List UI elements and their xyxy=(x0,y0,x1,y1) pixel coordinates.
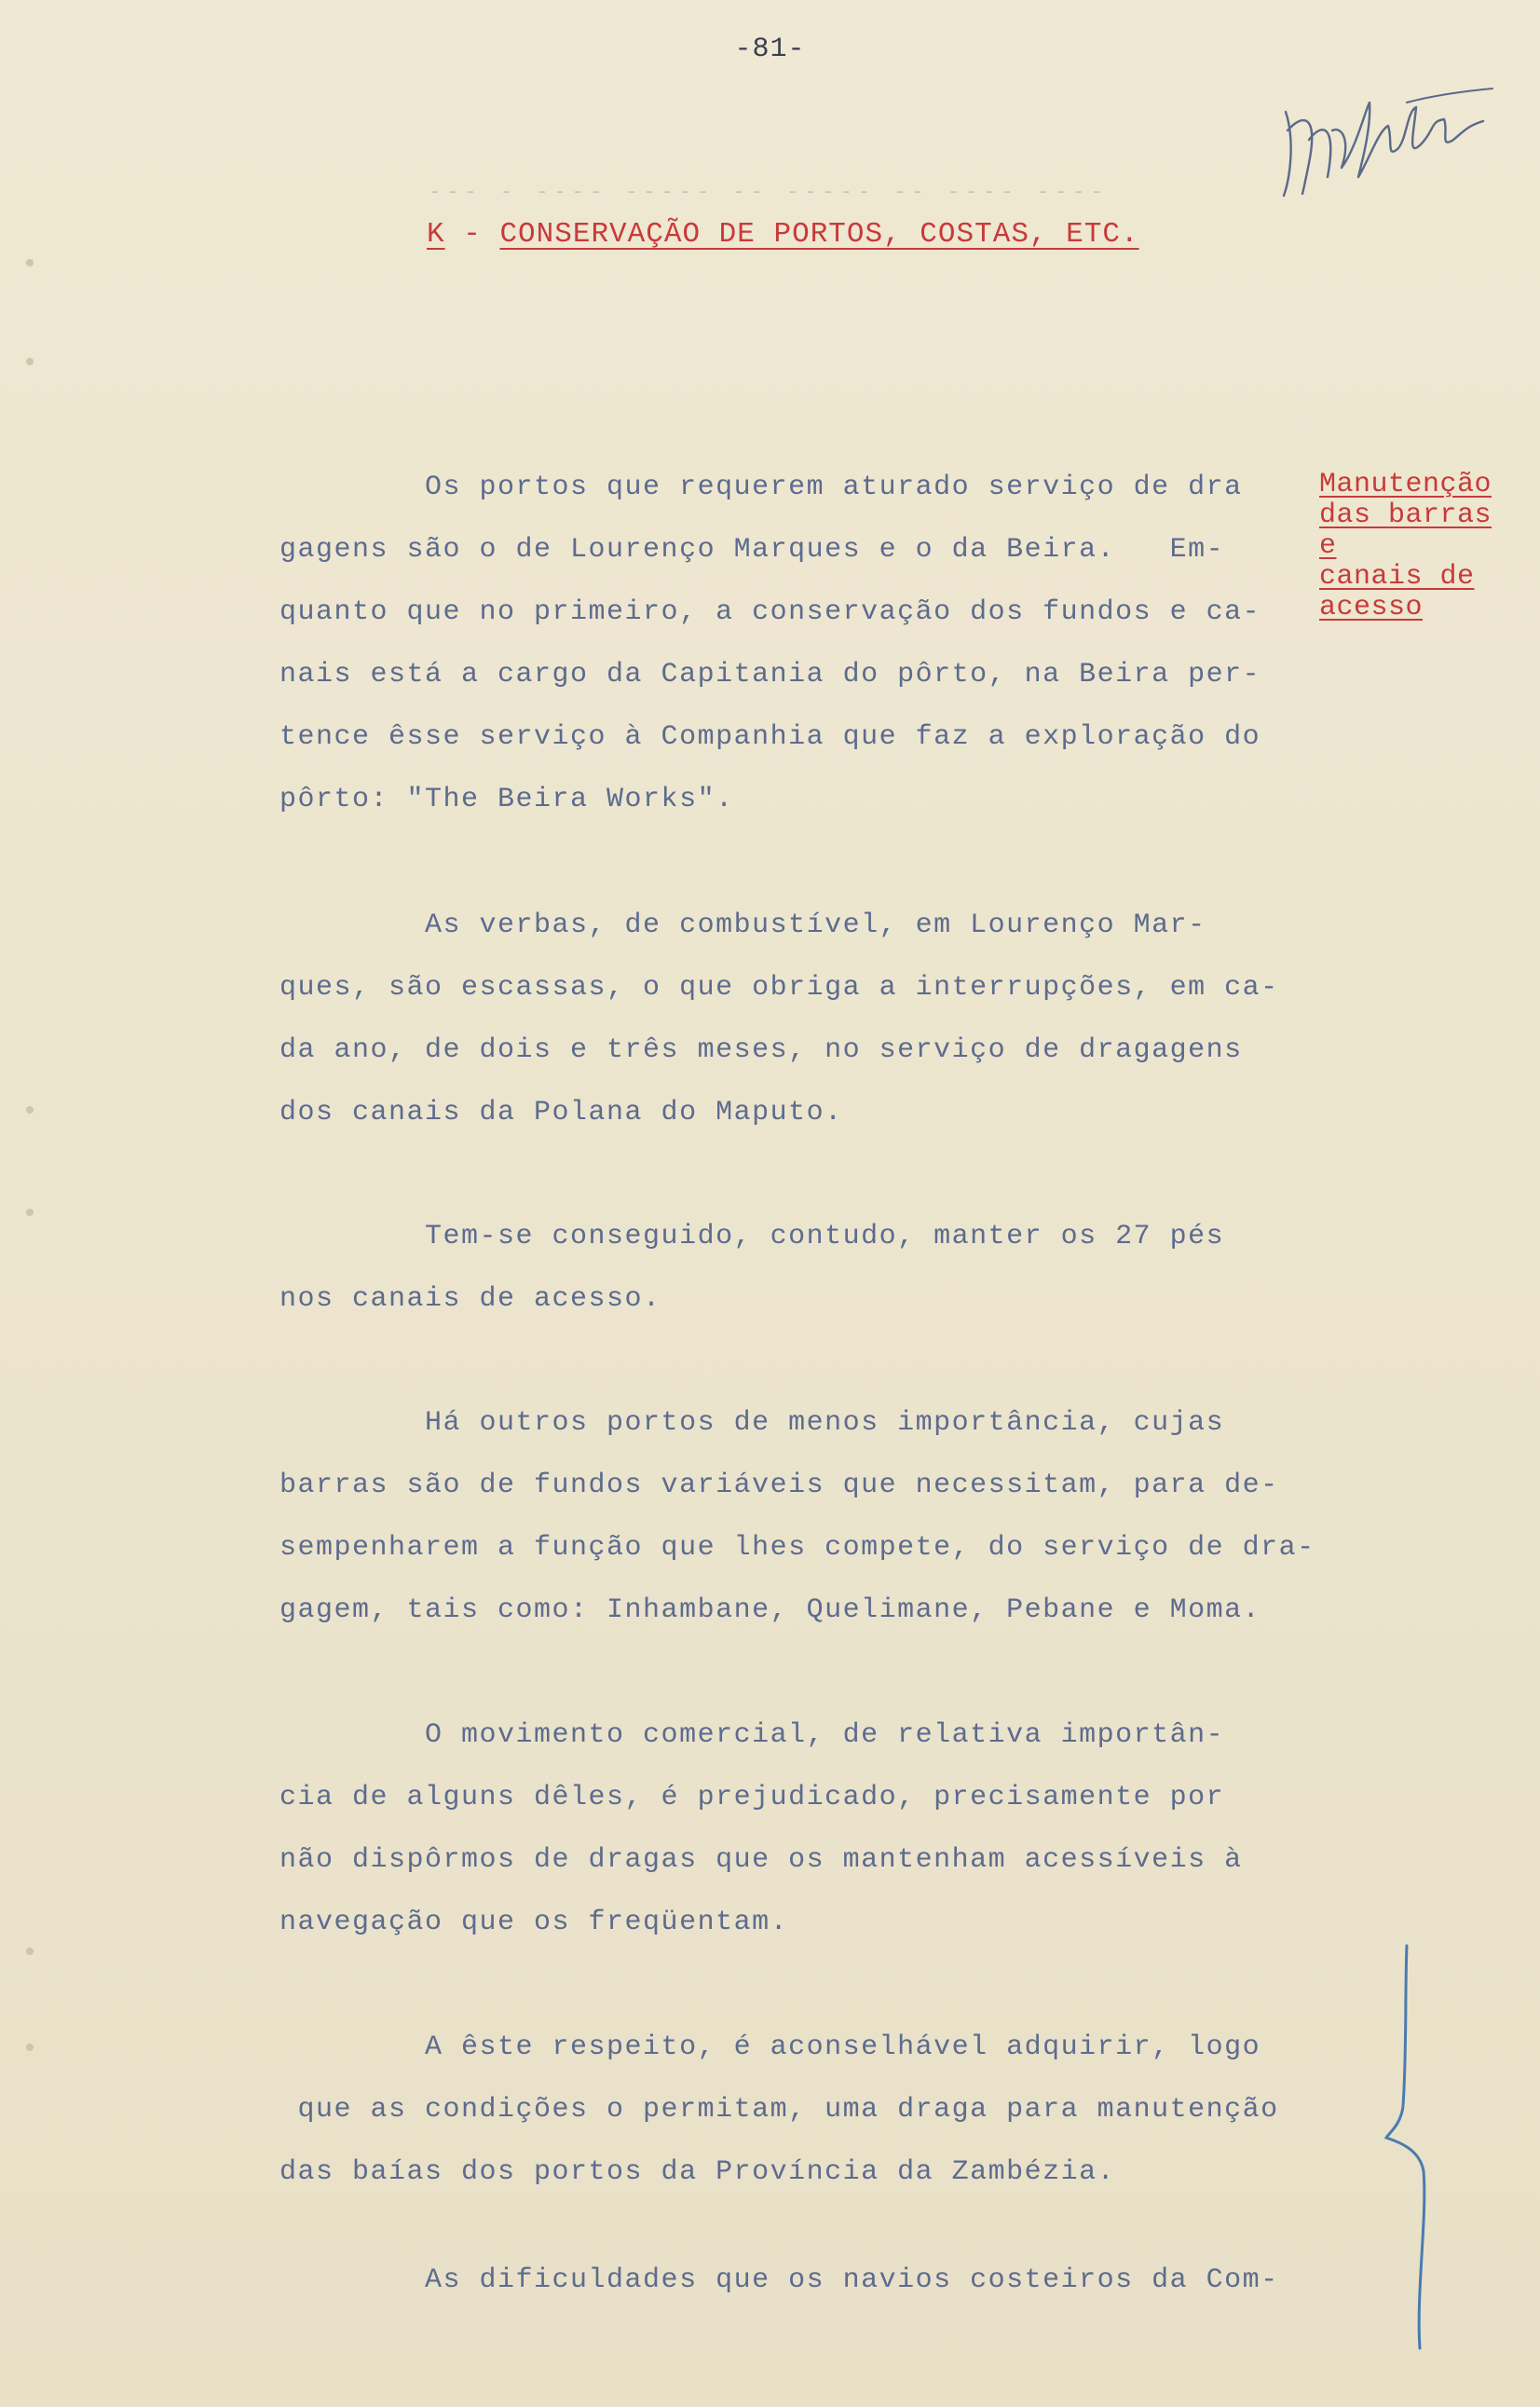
binding-hole xyxy=(26,259,34,267)
paragraph xyxy=(279,457,1351,831)
text-line: da ano, de dois e três meses, no serviço de dragagens xyxy=(279,1034,1243,1066)
text-line: barras são de fundos variáveis que necessitam, para de- xyxy=(279,1470,1279,1501)
text-line: que as condições o permitam, uma draga para manutenção xyxy=(279,2094,1279,2126)
margin-note-line: canais de xyxy=(1319,561,1475,593)
text-line: ques, são escassas, o que obriga a interrupções, em ca- xyxy=(279,972,1279,1004)
section-title: CONSERVAÇÃO DE PORTOS, COSTAS, ETC. xyxy=(499,218,1139,251)
text-line: quanto que no primeiro, a conservação dos fundos e ca- xyxy=(279,596,1261,628)
text-line: cia de alguns dêles, é prejudicado, precisamente por xyxy=(279,1782,1225,1813)
paragraph xyxy=(279,1704,1351,1954)
text-line: não dispôrmos de dragas que os mantenham acessíveis à xyxy=(279,1844,1243,1876)
margin-note-line: Manutenção xyxy=(1319,469,1492,500)
text-line: navegação que os freqüentam. xyxy=(279,1907,789,1938)
binding-hole xyxy=(26,1209,34,1216)
margin-note-line: e xyxy=(1319,530,1337,562)
page-number: -81- xyxy=(734,34,806,65)
binding-hole xyxy=(26,1106,34,1114)
text-line: Há outros portos de menos importância, cujas xyxy=(279,1407,1225,1439)
text-line: A êste respeito, é aconselhável adquirir, logo xyxy=(279,2031,1261,2063)
text-line: das baías dos portos da Província da Zambézia. xyxy=(279,2156,1116,2188)
paragraph xyxy=(279,895,1351,1144)
text-line: pôrto: "The Beira Works". xyxy=(279,784,734,815)
paragraph xyxy=(279,2250,1351,2312)
text-line: As dificuldades que os navios costeiros da Com- xyxy=(279,2264,1279,2296)
text-line: sempenharem a função que lhes compete, do serviço de dra- xyxy=(279,1532,1315,1564)
text-line: nos canais de acesso. xyxy=(279,1283,661,1315)
text-line: Os portos que requerem aturado serviço de dra xyxy=(279,472,1243,503)
text-line: O movimento comercial, de relativa importân- xyxy=(279,1719,1225,1751)
paragraph xyxy=(279,1206,1351,1331)
binding-hole xyxy=(26,2044,34,2051)
paragraph xyxy=(279,2017,1351,2204)
text-line: Tem-se conseguido, contudo, manter os 27 pés xyxy=(279,1221,1225,1252)
binding-hole xyxy=(26,358,34,365)
section-heading xyxy=(427,218,1139,251)
text-line: dos canais da Polana do Maputo. xyxy=(279,1097,843,1128)
paragraph xyxy=(279,1392,1351,1642)
section-letter: K xyxy=(427,218,445,251)
text-line: As verbas, de combustível, em Lourenço Mar- xyxy=(279,909,1206,941)
pencil-bracket-mark xyxy=(1379,1938,1453,2358)
text-line: gagem, tais como: Inhambane, Quelimane, Pebane e Moma. xyxy=(279,1594,1261,1626)
binding-hole xyxy=(26,1948,34,1955)
section-dash: - xyxy=(463,218,482,251)
faint-overtyped-line: --- - ---- ----- -- ----- -- ---- ---- xyxy=(429,181,1109,194)
handwritten-signature xyxy=(1267,75,1500,224)
margin-note-line: das barras xyxy=(1319,499,1492,531)
text-line: nais está a cargo da Capitania do pôrto, na Beira per- xyxy=(279,659,1261,691)
margin-note-line: acesso xyxy=(1319,592,1424,623)
text-line: tence êsse serviço à Companhia que faz a exploração do xyxy=(279,721,1261,753)
text-line: gagens são o de Lourenço Marques e o da Beira. Em- xyxy=(279,534,1225,566)
